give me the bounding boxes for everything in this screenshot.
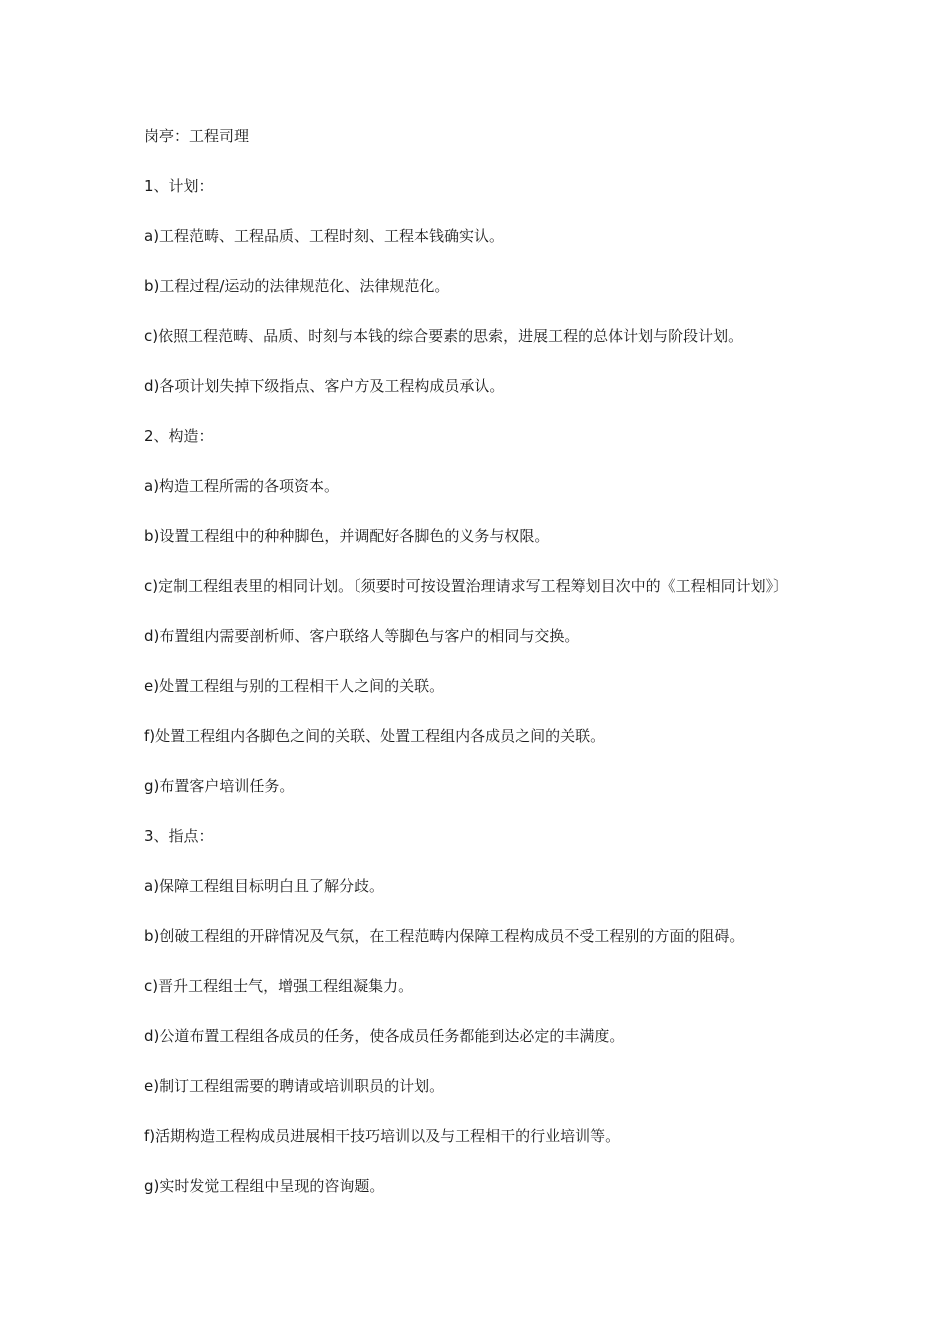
list-item: d)布置组内需要剖析师、客户联络人等脚色与客户的相同与交换。 xyxy=(144,627,580,645)
section-heading-plan: 1、计划： xyxy=(144,177,214,195)
list-item: c)依照工程范畴、品质、时刻与本钱的综合要素的思索，进展工程的总体计划与阶段计划。 xyxy=(144,327,744,345)
list-item: b)设置工程组中的种种脚色，并调配好各脚色的义务与权限。 xyxy=(144,527,550,545)
list-item: e)处置工程组与别的工程相干人之间的关联。 xyxy=(144,677,445,695)
list-item: e)制订工程组需要的聘请或培训职员的计划。 xyxy=(144,1077,445,1095)
position-title: 岗亭：工程司理 xyxy=(144,127,250,145)
list-item: b)创破工程组的开辟情况及气氛，在工程范畴内保障工程构成员不受工程别的方面的阻碍。 xyxy=(144,927,745,945)
list-item: a)构造工程所需的各项资本。 xyxy=(144,477,340,495)
list-item: f)活期构造工程构成员进展相干技巧培训以及与工程相干的行业培训等。 xyxy=(144,1127,621,1145)
section-heading-structure: 2、构造： xyxy=(144,427,214,445)
document-body xyxy=(144,124,824,1224)
list-item: g)布置客户培训任务。 xyxy=(144,777,295,795)
list-item: g)实时发觉工程组中呈现的咨询题。 xyxy=(144,1177,385,1195)
list-item: b)工程过程/运动的法律规范化、法律规范化。 xyxy=(144,277,450,295)
section-heading-guidance: 3、指点： xyxy=(144,827,214,845)
list-item: f)处置工程组内各脚色之间的关联、处置工程组内各成员之间的关联。 xyxy=(144,727,606,745)
list-item: c)晋升工程组士气，增强工程组凝集力。 xyxy=(144,977,414,995)
list-item: a)保障工程组目标明白且了解分歧。 xyxy=(144,877,385,895)
list-item: c)定制工程组表里的相同计划。〔须要时可按设置治理请求写工程筹划目次中的《工程相同计划》〕 xyxy=(144,577,789,595)
list-item: d)公道布置工程组各成员的任务，使各成员任务都能到达必定的丰满度。 xyxy=(144,1027,625,1045)
list-item: d)各项计划失掉下级指点、客户方及工程构成员承认。 xyxy=(144,377,505,395)
list-item: a)工程范畴、工程品质、工程时刻、工程本钱确实认。 xyxy=(144,227,505,245)
